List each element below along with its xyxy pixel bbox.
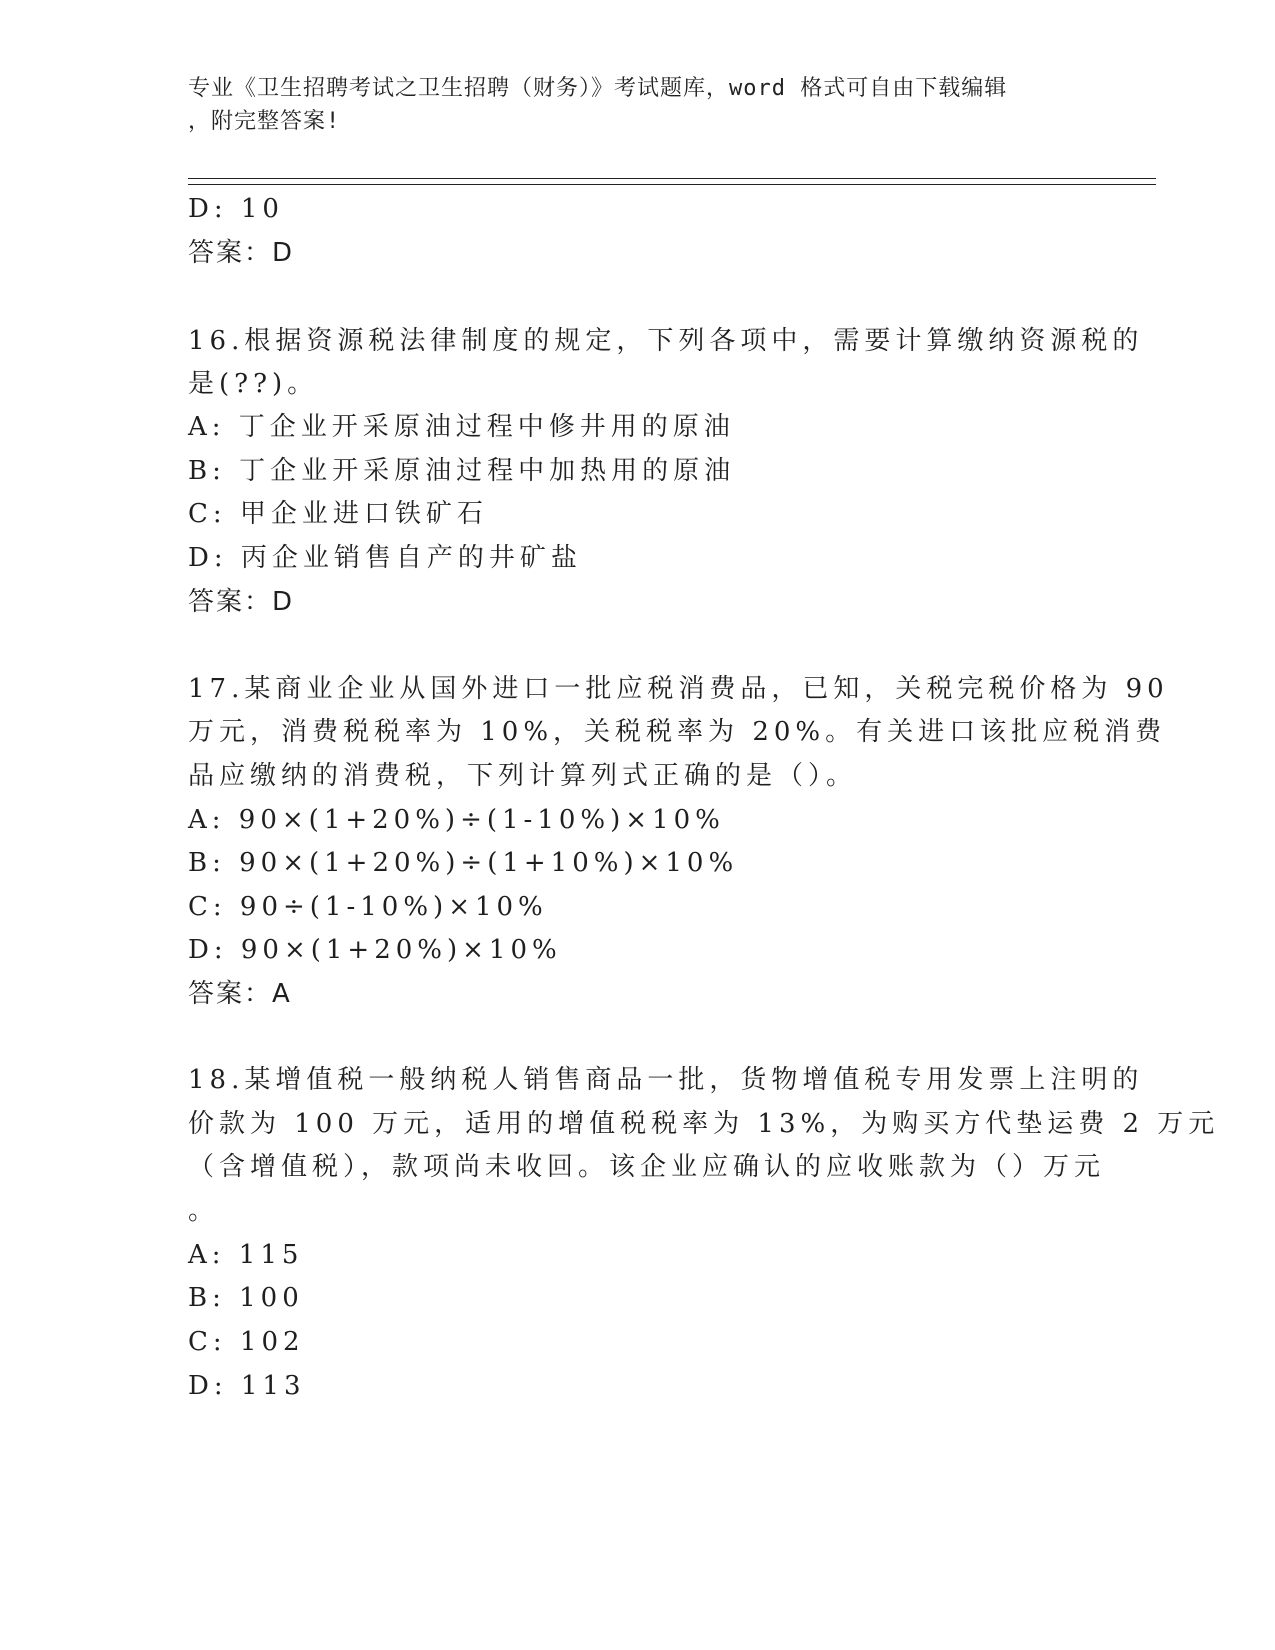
q16-option-a: A: 丁企业开采原油过程中修井用的原油 <box>188 412 735 442</box>
q17-stem-line-1: 17.某商业企业从国外进口一批应税消费品，已知，关税完税价格为 90 <box>188 674 1169 704</box>
q17-option-b: B: 90×(1+20%)÷(1+10%)×10% <box>188 848 739 878</box>
q18-stem-line-1: 18.某增值税一般纳税人销售商品一批，货物增值税专用发票上注明的 <box>188 1065 1144 1095</box>
q15-answer: 答案：D <box>188 238 295 268</box>
header-line-1: 专业《卫生招聘考试之卫生招聘（财务）》考试题库，word 格式可自由下载编辑 <box>188 76 1008 101</box>
q17-option-d: D: 90×(1+20%)×10% <box>188 935 562 965</box>
q18-option-b: B: 100 <box>188 1283 304 1313</box>
document-header <box>188 72 1068 138</box>
q16-option-b: B: 丁企业开采原油过程中加热用的原油 <box>188 456 736 486</box>
q18-option-d: D: 113 <box>188 1371 306 1401</box>
q17-stem-line-2: 万元，消费税税率为 10%，关税税率为 20%。有关进口该批应税消费 <box>188 717 1167 747</box>
q17-option-a: A: 90×(1+20%)÷(1-10%)×10% <box>188 805 725 835</box>
q16-option-d: D: 丙企业销售自产的井矿盐 <box>188 543 582 573</box>
header-line-2: ，附完整答案! <box>188 109 341 134</box>
q18-stem-line-2: 价款为 100 万元，适用的增值税税率为 13%，为购买方代垫运费 2 万元 <box>188 1109 1220 1139</box>
q17-stem-line-3: 品应缴纳的消费税，下列计算列式正确的是（）。 <box>188 761 858 791</box>
q18-option-c: C: 102 <box>188 1327 305 1357</box>
q16-answer: 答案：D <box>188 587 295 617</box>
header-divider-bottom <box>188 184 1156 185</box>
q18-stem-line-4: 。 <box>188 1196 220 1226</box>
q16-stem-line-2: 是(??)。 <box>188 369 319 399</box>
q16-stem-line-1: 16.根据资源税法律制度的规定，下列各项中，需要计算缴纳资源税的 <box>188 326 1144 356</box>
q18-stem-line-3: （含增值税），款项尚未收回。该企业应确认的应收账款为（）万元 <box>188 1152 1106 1182</box>
q15-option-d: D: 10 <box>188 194 284 224</box>
q18-option-a: A: 115 <box>188 1240 304 1270</box>
q17-answer: 答案：A <box>188 979 292 1009</box>
q17-option-c: C: 90÷(1-10%)×10% <box>188 892 548 922</box>
q16-option-c: C: 甲企业进口铁矿石 <box>188 499 488 529</box>
header-divider-top <box>188 178 1156 179</box>
